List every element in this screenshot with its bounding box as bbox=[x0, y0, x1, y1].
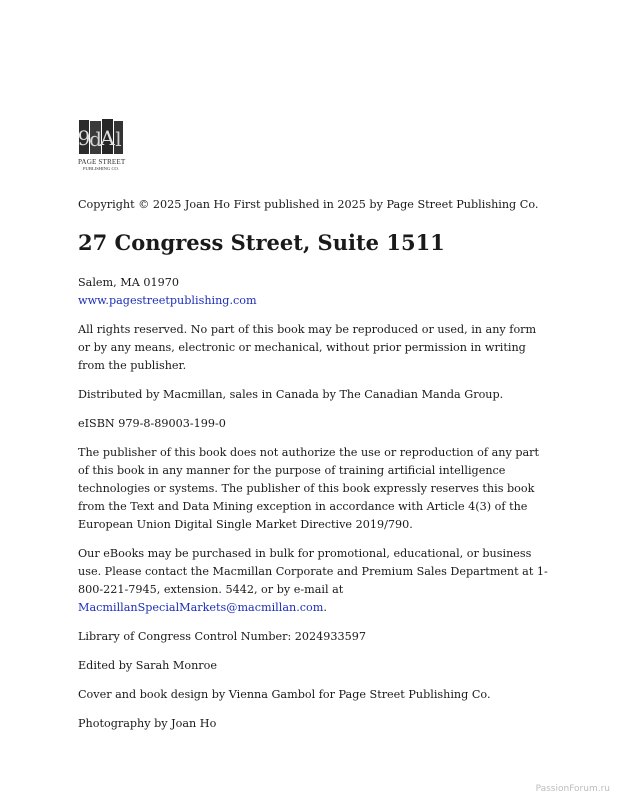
bulk-sales-text: Our eBooks may be purchased in bulk for promotional, educational, or business use. Please contact the Macmillan Corporate and Premium Sales Department at 1-800-221-7945, extension. 5442, or by e-mail at bbox=[78, 547, 548, 596]
lccn-line: Library of Congress Control Number: 2024933597 bbox=[78, 630, 366, 643]
design-credit-line: Cover and book design by Vienna Gambol for Page Street Publishing Co. bbox=[78, 688, 491, 701]
editor-line: Edited by Sarah Monroe bbox=[78, 659, 217, 672]
copyright-page bbox=[78, 118, 548, 744]
copyright-line: Copyright © 2025 Joan Ho First published in 2025 by Page Street Publishing Co. bbox=[78, 198, 539, 211]
bulk-sales-paragraph bbox=[78, 545, 548, 617]
ai-notice-paragraph: The publisher of this book does not authorize the use or reproduction of any part of this book in any manner for the purpose of training artificial intelligence technologies or systems. The publisher of this book expressly reserves this book from the Text and Data Mining exception in accordance with Article 4(3) of the European Union Digital Single Market Directive 2019/790. bbox=[78, 446, 540, 531]
svg-text:9: 9 bbox=[78, 126, 91, 150]
logo-type-blocks-icon bbox=[78, 118, 124, 156]
distribution-paragraph: Distributed by Macmillan, sales in Canada by The Canadian Manda Group. bbox=[78, 388, 504, 401]
svg-text:l: l bbox=[115, 127, 122, 151]
publisher-logo bbox=[78, 118, 124, 182]
watermark-text: PassionForum.ru bbox=[535, 784, 610, 794]
logo-subtitle: PUBLISHING CO. bbox=[83, 166, 119, 171]
svg-text:A: A bbox=[100, 126, 115, 150]
photography-credit-line: Photography by Joan Ho bbox=[78, 717, 217, 730]
logo-wordmark: PAGE STREET bbox=[78, 158, 126, 166]
sales-email-link[interactable]: MacmillanSpecialMarkets@macmillan.com bbox=[78, 601, 324, 614]
city-line: Salem, MA 01970 bbox=[78, 276, 179, 289]
bulk-sales-end: . bbox=[323, 601, 327, 614]
svg-text:d: d bbox=[89, 127, 102, 151]
isbn-line: eISBN 979-8-89003-199-0 bbox=[78, 417, 226, 430]
website-link[interactable]: www.pagestreetpublishing.com bbox=[78, 294, 257, 307]
address-heading: 27 Congress Street, Suite 1511 bbox=[78, 230, 445, 255]
rights-paragraph: All rights reserved. No part of this book may be reproduced or used, in any form or by any means, electronic or mechanical, without prior permission in writing from the publisher. bbox=[78, 323, 537, 372]
